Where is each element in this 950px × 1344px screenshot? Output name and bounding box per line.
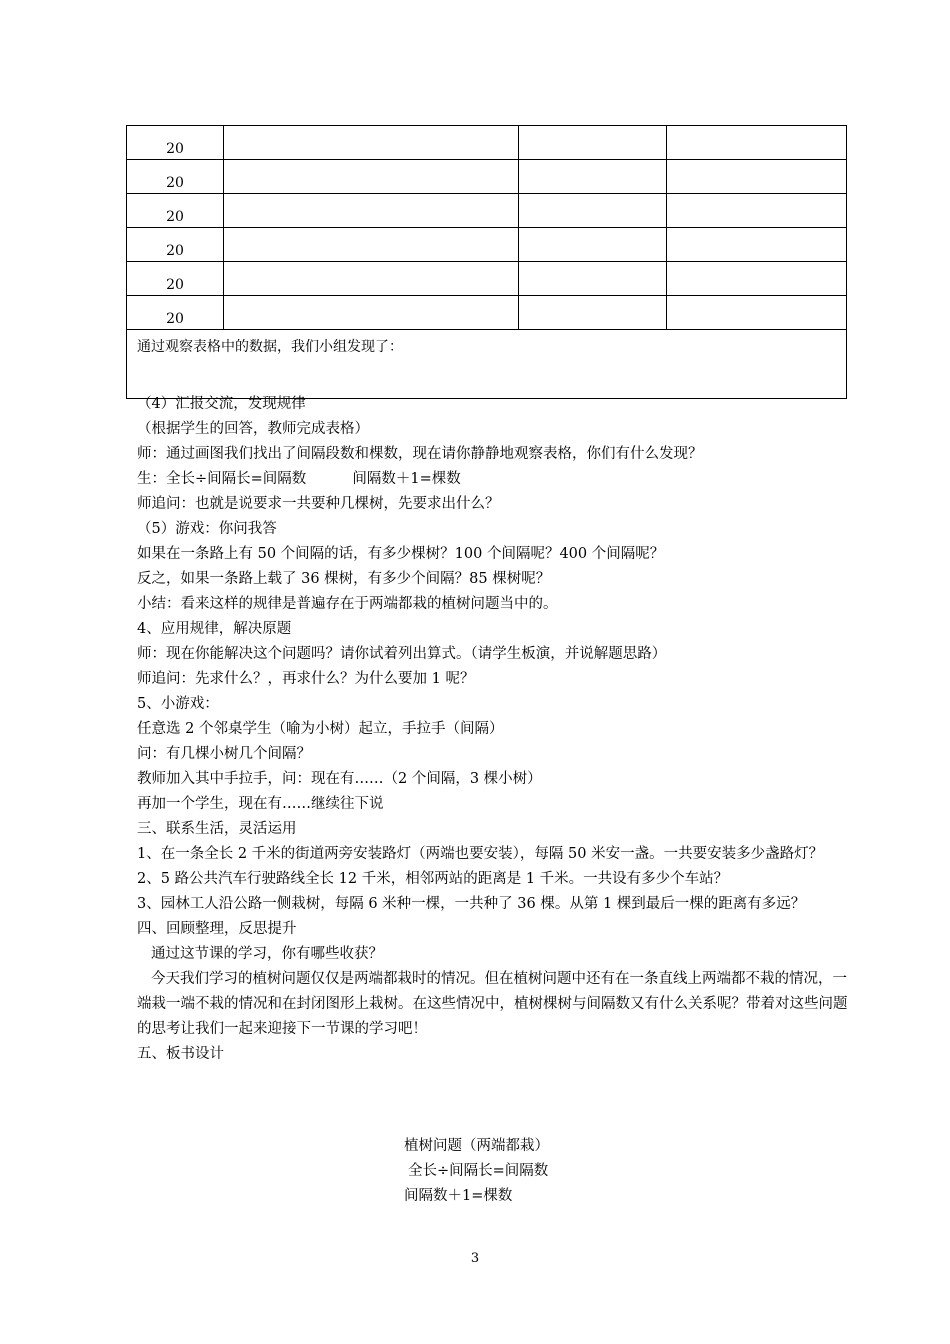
observation-note: 通过观察表格中的数据，我们小组发现了： [127, 330, 847, 399]
data-table [126, 125, 847, 399]
table-cell [519, 228, 667, 262]
section-heading: 五、板书设计 [137, 1046, 224, 1062]
table-cell [224, 194, 519, 228]
text-line: 如果在一条路上有 50 个间隔的话，有多少棵树？100 个间隔呢？400 个间隔呢？ [137, 546, 665, 562]
table-cell [519, 126, 667, 160]
text-line: 小结：看来这样的规律是普遍存在于两端都栽的植树问题当中的。 [137, 596, 558, 612]
table-row [127, 262, 847, 296]
step-heading: （5）游戏：你问我答 [137, 521, 277, 537]
text-line: 师追问：先求什么？，再求什么？为什么要加 1 呢？ [137, 671, 475, 687]
text-line: 师：通过画图我们找出了间隔段数和棵数，现在请你静静地观察表格，你们有什么发现？ [137, 446, 703, 462]
table-cell [667, 262, 847, 296]
table-row [127, 126, 847, 160]
table-cell [667, 228, 847, 262]
length-cell: 20 [127, 160, 224, 194]
table-cell [519, 296, 667, 330]
table-cell [667, 194, 847, 228]
table-cell [224, 228, 519, 262]
section-heading: 4、应用规律，解决原题 [137, 621, 292, 637]
problem-3: 3、园林工人沿公路一侧栽树，每隔 6 米种一棵，一共种了 36 棵。从第 1 棵到最后一棵的距离有多远？ [137, 896, 806, 912]
problem-2: 2、5 路公共汽车行驶路线全长 12 千米，相邻两站的距离是 1 千米。一共设有多少个车站？ [137, 871, 729, 887]
lesson-body [137, 392, 849, 1067]
text-line: 生：全长÷间隔长=间隔数 间隔数＋1=棵数 [137, 471, 461, 487]
length-cell: 20 [127, 296, 224, 330]
board-formula-2: 间隔数＋1=棵数 [404, 1188, 513, 1204]
problem-1: 1、在一条全长 2 千米的街道两旁安装路灯（两端也要安装），每隔 50 米安一盏。一共要安装多少盏路灯？ [137, 846, 824, 862]
table-cell [224, 160, 519, 194]
table-cell [519, 194, 667, 228]
table-cell [667, 160, 847, 194]
table-cell [224, 126, 519, 160]
table-row [127, 194, 847, 228]
table-row [127, 228, 847, 262]
length-cell: 20 [127, 262, 224, 296]
review-paragraph: 今天我们学习的植树问题仅仅是两端都栽时的情况。但在植树问题中还有在一条直线上两端都不栽的情况，一端栽一端不栽的情况和在封闭图形上栽树。在这些情况中，植树棵树与间隔数又有什么关系呢？带着对这些问题的思考让我们一起来迎接下一节课的学习吧！ [137, 971, 848, 1037]
table-cell [519, 262, 667, 296]
length-cell: 20 [127, 126, 224, 160]
text-line: 师追问：也就是说要求一共要种几棵树，先要求出什么？ [137, 496, 500, 512]
table-cell [667, 296, 847, 330]
length-cell: 20 [127, 194, 224, 228]
length-cell: 20 [127, 228, 224, 262]
section-heading: 5、小游戏： [137, 696, 219, 712]
section-heading: 四、回顾整理，反思提升 [137, 921, 297, 937]
text-line: 师：现在你能解决这个问题吗？请你试着列出算式。（请学生板演，并说解题思路） [137, 646, 667, 662]
text-line: 任意选 2 个邻桌学生（喻为小树）起立，手拉手（间隔） [137, 721, 504, 737]
table-note-row [127, 330, 847, 399]
text-line: 再加一个学生，现在有……继续往下说 [137, 796, 384, 812]
text-line: 教师加入其中手拉手，问：现在有……（2 个间隔，3 棵小树） [137, 771, 542, 787]
review-question: 通过这节课的学习，你有哪些收获？ [151, 946, 383, 962]
text-line: （根据学生的回答，教师完成表格） [137, 421, 369, 437]
page-number: 3 [470, 1251, 480, 1266]
table-row [127, 296, 847, 330]
section-heading: 三、联系生活，灵活运用 [137, 821, 297, 837]
text-line: 反之，如果一条路上载了 36 棵树，有多少个间隔？85 棵树呢？ [137, 571, 551, 587]
board-formula-1: 全长÷间隔长=间隔数 [408, 1163, 549, 1179]
table-cell [667, 126, 847, 160]
text-line: 问：有几棵小树几个间隔？ [137, 746, 311, 762]
table-row [127, 160, 847, 194]
table-cell [519, 160, 667, 194]
board-design [0, 1134, 950, 1209]
board-title: 植树问题（两端都栽） [404, 1138, 549, 1154]
table-cell [224, 296, 519, 330]
step-heading: （4）汇报交流，发现规律 [137, 396, 306, 412]
table-cell [224, 262, 519, 296]
